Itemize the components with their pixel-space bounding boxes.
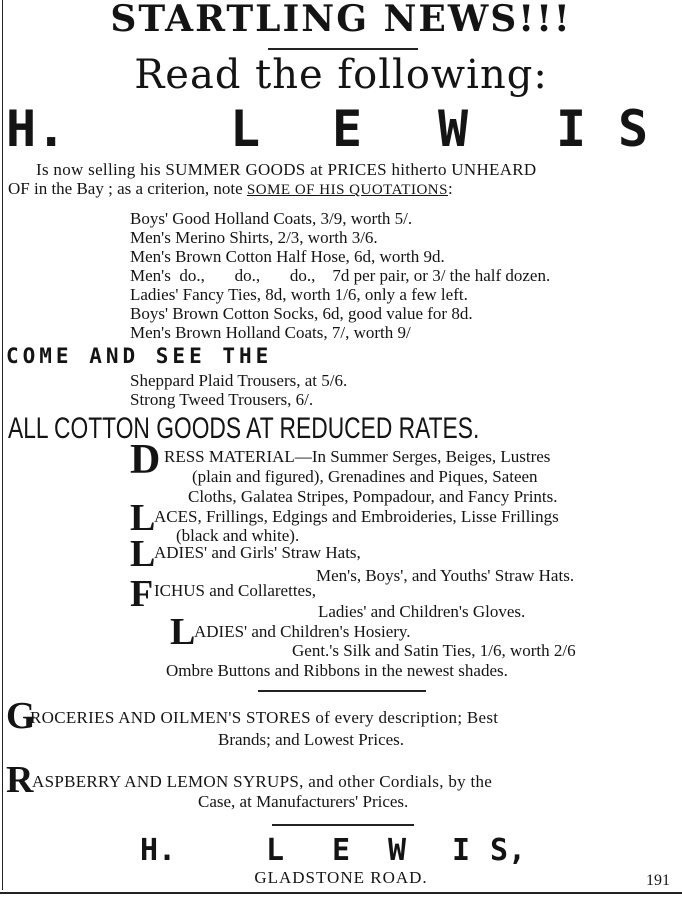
headline: STARTLING NEWS!!! (110, 0, 572, 40)
quotation-line: Ladies' Fancy Ties, 8d, worth 1/6, only a few left. (130, 285, 468, 304)
bottom-rule (0, 892, 682, 894)
groceries-line: ROCERIES AND OILMEN'S STORES of every description; Best (30, 708, 499, 727)
intro-line (8, 179, 453, 200)
footer-name-letter: L (266, 833, 285, 868)
fichus-initial: F (130, 573, 154, 615)
come-and-see-heading: COME AND SEE THE (6, 344, 273, 368)
ladies-hats-initial: L (130, 533, 156, 575)
quotations-heading: SOME OF HIS QUOTATIONS (246, 182, 448, 198)
laces-line: ACES, Frillings, Edgings and Embroideries, Lisse Frillings (154, 507, 559, 526)
quotation-line: Boys' Good Holland Coats, 3/9, worth 5/. (130, 209, 413, 228)
trousers-line: Sheppard Plaid Trousers, at 5/6. (130, 371, 348, 390)
merchant-name-letter: I (556, 100, 587, 158)
footer-name-letter: I (452, 833, 471, 868)
footer-name-letter: S, (490, 833, 527, 868)
merchant-name-letter: W (438, 100, 469, 158)
dress-line: Cloths, Galatea Stripes, Pompadour, and Fancy Prints. (188, 487, 558, 506)
address: GLADSTONE ROAD. (254, 868, 428, 887)
divider-rule (272, 824, 414, 826)
merchant-name-letter: H. (6, 100, 67, 158)
raspberry-line: ASPBERRY AND LEMON SYRUPS, and other Cordials, by the (32, 772, 493, 791)
merchant-name-letter: L (230, 100, 261, 158)
divider-rule (268, 48, 418, 50)
ladies-hosiery-line: ADIES' and Children's Hosiery. (194, 622, 411, 641)
footer-merchant-name (0, 833, 682, 868)
laces-initial: L (130, 497, 156, 539)
merchant-name-letter: E (332, 100, 363, 158)
groceries-line: Brands; and Lowest Prices. (218, 730, 405, 749)
cotton-goods-heading: ALL COTTON GOODS AT REDUCED RATES. (8, 412, 480, 445)
groceries-initial: G (6, 695, 36, 737)
footer-name-letter: W (388, 833, 407, 868)
ladies-hosiery-initial: L (170, 611, 196, 653)
quotation-line: Men's Brown Cotton Half Hose, 6d, worth 9d. (130, 247, 445, 266)
raspberry-line: Case, at Manufacturers' Prices. (198, 792, 409, 811)
trousers-line: Strong Tweed Trousers, 6/. (130, 390, 314, 409)
fichus-line: Ladies' and Children's Gloves. (318, 602, 526, 621)
quotation-line: Boys' Brown Cotton Socks, 6d, good value for 8d. (130, 304, 473, 323)
dress-line: RESS MATERIAL—In Summer Serges, Beiges, Lustres (164, 447, 551, 466)
intro-colon: : (447, 179, 453, 198)
ladies-hats-line: Men's, Boys', and Youths' Straw Hats. (316, 566, 575, 585)
intro-line: Is now selling his SUMMER GOODS at PRICES hitherto UNHEARD (36, 160, 537, 179)
dress-initial: D (130, 437, 161, 483)
quotation-line: Men's Merino Shirts, 2/3, worth 3/6. (130, 228, 378, 247)
ladies-hosiery-line: Gent.'s Silk and Satin Ties, 1/6, worth 2/6 (292, 641, 576, 660)
quotation-line: Men's Brown Holland Coats, 7/, worth 9/ (130, 323, 411, 342)
subheading: Read the following: (134, 52, 548, 98)
footer-name-letter: E (332, 833, 351, 868)
footer-name-letter: H. (140, 833, 177, 868)
raspberry-initial: R (6, 759, 34, 801)
intro-text: OF in the Bay ; as a criterion, note (8, 179, 247, 198)
laces-line: (black and white). (176, 526, 300, 545)
fichus-line: ICHUS and Collarettes, (154, 581, 316, 600)
merchant-name-letter: S (618, 100, 649, 158)
merchant-name (0, 100, 682, 158)
page-number: 191 (646, 872, 670, 889)
quotation-line: Men's do., do., do., 7d per pair, or 3/ the half dozen. (130, 266, 551, 285)
ombre-line: Ombre Buttons and Ribbons in the newest shades. (166, 661, 508, 680)
dress-line: (plain and figured), Grenadines and Piques, Sateen (192, 467, 538, 486)
ladies-hats-line: ADIES' and Girls' Straw Hats, (154, 543, 361, 562)
divider-rule (258, 690, 426, 692)
